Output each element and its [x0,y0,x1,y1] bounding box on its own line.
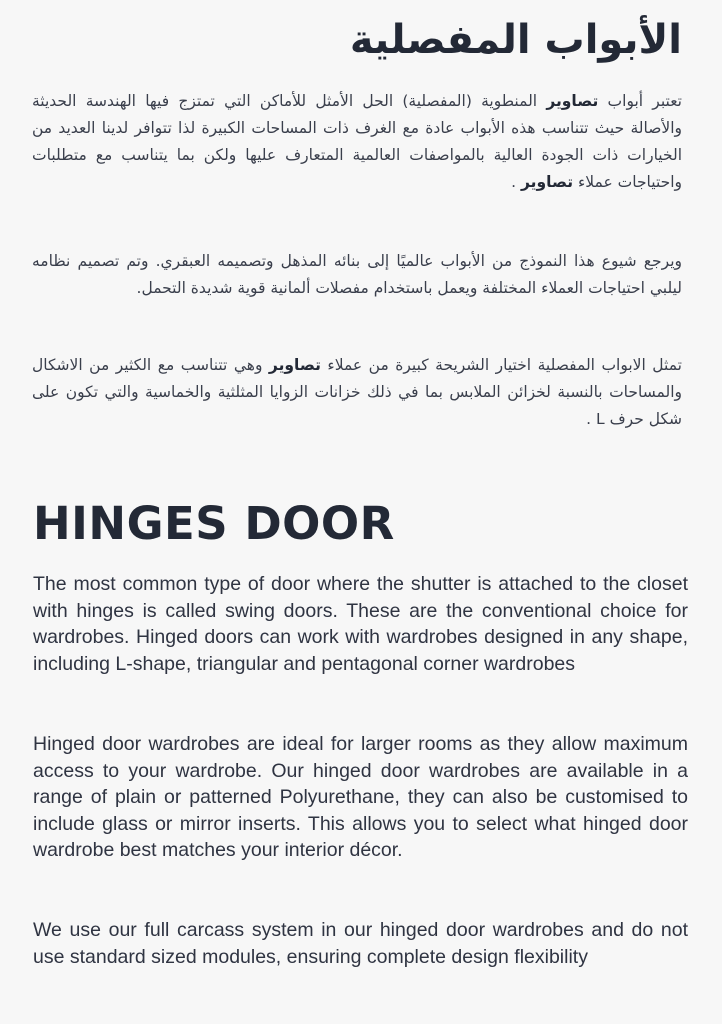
english-paragraph-1: The most common type of door where the shutter is attached to the closet with hinges is called swing doors. These are the conventional choice for wardrobes. Hinged doors can work with wardrobes designed in any shape, including L-shape, triangular and pentagonal corner wardrobes [33,573,688,675]
english-paragraph-3: We use our full carcass system in our hinged door wardrobes and do not use standard sized modules, ensuring complete design flexibility [33,919,688,968]
arabic-paragraph-3 [32,352,682,433]
arabic-paragraph-1-text-start: تعتبر أبواب [598,92,682,110]
brand-name: تصاوير [546,92,599,110]
english-paragraph-2: Hinged door wardrobes are ideal for larger rooms as they allow maximum access to your wardrobe. Our hinged door wardrobes are available in a range of plain or patterned Polyurethane, they can also be customised to include glass or mirror inserts. This allows you to select what hinged door wardrobe best matches your interior décor. [33,733,688,861]
brand-name: تصاوير [521,173,574,191]
arabic-paragraph-3-text-end: وهي تتناسب مع الكثير من الاشكال والمساحات بالنسبة لخزائن الملابس بما في ذلك خزانات الزوايا المثلثية والخماسية والتي تكون على شكل حرف L . [32,356,682,428]
arabic-title: الأبواب المفصلية [349,17,682,63]
arabic-paragraph-1-text-end: . [511,173,522,191]
arabic-paragraph-3-text-start: تمثل الابواب المفصلية اختيار الشريحة كبيرة من عملاء [320,356,682,374]
arabic-paragraph-1 [32,88,682,196]
arabic-paragraph-2: ويرجع شيوع هذا النموذج من الأبواب عالميًا إلى بنائه المذهل وتصميمه العبقري. وتم تصميم نظامه ليلبي احتياجات العملاء المختلفة ويعمل باستخدام مفصلات ألمانية قوية شديدة التحمل. [32,252,682,297]
arabic-paragraph-1-text-middle: المنطوية (المفصلية) الحل الأمثل للأماكن التي تمتزج فيها الهندسة الحديثة والأصالة حيث تتناسب هذه الأبواب عادة مع الغرف ذات المساحات الكبيرة لذا تتوافر لدينا العديد من الخيارات ذات الجودة العالية بالمواصفات العالمية المتعارف عليها ولكن بما يتناسب مع متطلبات واحتياجات عملاء [32,92,682,191]
brand-name: تصاوير [268,356,321,374]
english-title: HINGES DOOR [33,497,395,550]
